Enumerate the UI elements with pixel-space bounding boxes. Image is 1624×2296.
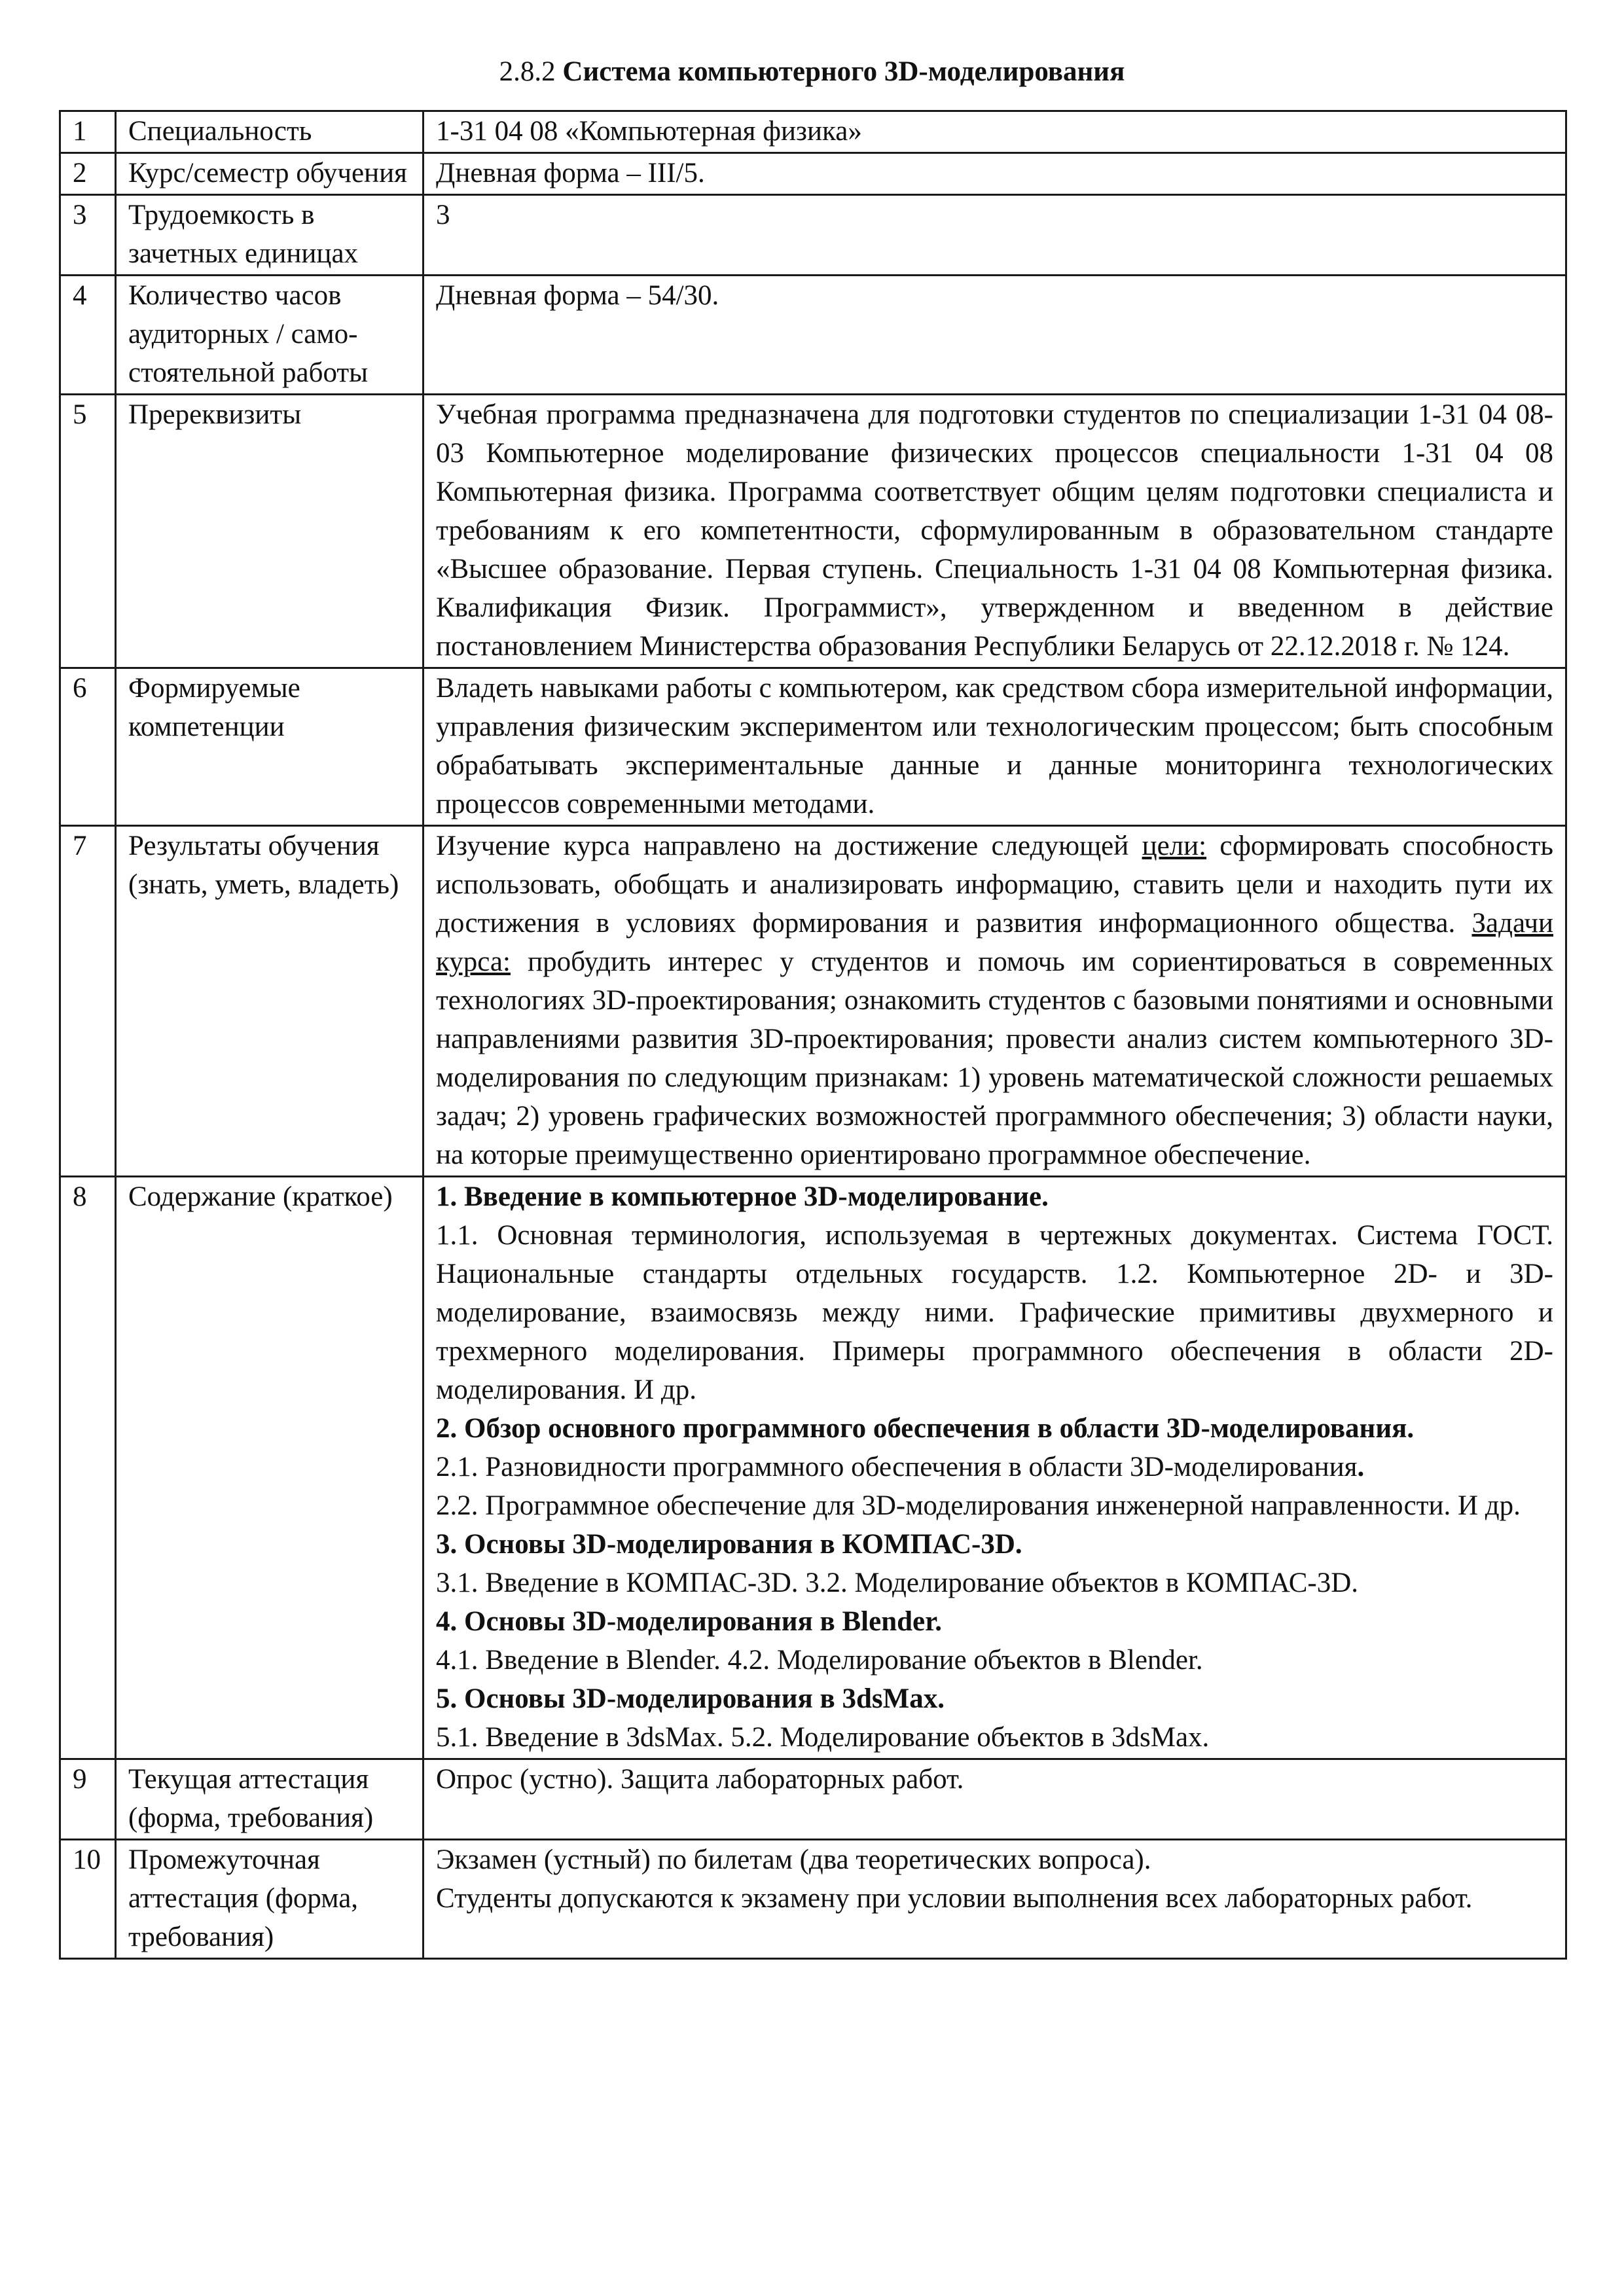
table-row <box>60 1177 1566 1759</box>
table-row <box>60 276 1566 395</box>
row-number: 6 <box>60 668 116 826</box>
row-number: 9 <box>60 1759 116 1840</box>
table-row <box>60 395 1566 668</box>
row-label: Промежуточная аттестация (форма, требования) <box>116 1840 424 1959</box>
row-label: Текущая аттестация (форма, требования) <box>116 1759 424 1840</box>
row-value: Опрос (устно). Защита лабораторных работ. <box>424 1759 1566 1840</box>
content-section-text-period: . <box>1357 1452 1365 1482</box>
row-value: 3 <box>424 195 1566 276</box>
content-section-heading: 4. Основы 3D-моделирования в Blender. <box>436 1606 942 1637</box>
goal-heading: цели: <box>1142 831 1207 861</box>
content-section-text: 3.1. Введение в КОМПАС-3D. 3.2. Моделирование объектов в КОМПАС-3D. <box>436 1568 1359 1598</box>
row-label: Формируемые компетенции <box>116 668 424 826</box>
row-label: Специальность <box>116 111 424 153</box>
content-section-heading: 3. Основы 3D-моделирования в КОМПАС-3D. <box>436 1529 1022 1560</box>
content-section-text: 4.1. Введение в Blender. 4.2. Моделирование объектов в Blender. <box>436 1645 1203 1676</box>
row-value <box>424 826 1566 1177</box>
row-value: Владеть навыками работы с компьютером, как средством сбора измерительной информации, управления физическим экспериментом или технологическим процессом; быть способным обрабатывать экспериментальные данные и данные мониторинга технологических процессов современными методами. <box>424 668 1566 826</box>
content-section-text: 1.1. Основная терминология, используемая в чертежных документах. Система ГОСТ. Национальные стандарты отдельных государств. 1.2. Компьютерное 2D- и 3D-моделирование, взаимосвязь между ними. Графические примитивы двухмерного и трехмерного моделирования. Примеры программного обеспечения в области 2D-моделирования. И др. <box>436 1220 1553 1405</box>
row-label: Трудоемкость в зачетных единицах <box>116 195 424 276</box>
table-row <box>60 195 1566 276</box>
row-number: 2 <box>60 153 116 195</box>
table-row <box>60 668 1566 826</box>
goal-text: сформировать способность использовать, обобщать и анализировать информацию, ставить цели и находить пути их достижения в условиях формирования и развития информационного общества. <box>436 831 1553 939</box>
goal-intro: Изучение курса направлено на достижение следующей <box>436 831 1142 861</box>
row-number: 5 <box>60 395 116 668</box>
table-row <box>60 1840 1566 1959</box>
content-section-text: 2.2. Программное обеспечение для 3D-моделирования инженерной направленности. И др. <box>436 1490 1521 1521</box>
row-number: 3 <box>60 195 116 276</box>
table-row <box>60 111 1566 153</box>
row-number: 1 <box>60 111 116 153</box>
page-title <box>0 52 1624 92</box>
table-row <box>60 826 1566 1177</box>
row-label: Количество часов аудиторных / само-стоятельной работы <box>116 276 424 395</box>
row-value: 1-31 04 08 «Компьютерная физика» <box>424 111 1566 153</box>
row-label: Пререквизиты <box>116 395 424 668</box>
section-title: Система компьютерного 3D-моделирования <box>562 56 1125 87</box>
table-row <box>60 153 1566 195</box>
row-label: Результаты обучения (знать, уметь, владеть) <box>116 826 424 1177</box>
exam-admission: Студенты допускаются к экзамену при условии выполнения всех лабораторных работ. <box>436 1883 1473 1914</box>
row-value: Учебная программа предназначена для подготовки студентов по специализации 1-31 04 08-03 Компьютерное моделирование физических процессов специальности 1-31 04 08 Компьютерная физика. Программа соответствует общим целям подготовки специалиста и требованиям к его компетентности, сформулированным в образовательном стандарте «Высшее образование. Первая ступень. Специальность 1-31 04 08 Компьютерная физика. Квалификация Физик. Программист», утвержденном и введенном в действие постановлением Министерства образования Республики Беларусь от 22.12.2018 г. № 124. <box>424 395 1566 668</box>
row-number: 4 <box>60 276 116 395</box>
content-section-text: 5.1. Введение в 3dsMax. 5.2. Моделирование объектов в 3dsMax. <box>436 1722 1210 1753</box>
tasks-text: пробудить интерес у студентов и помочь им сориентироваться в современных технологиях 3D-проектирования; ознакомить студентов с базовыми понятиями и основными направлениями развития 3D-проектирования; провести анализ систем компьютерного 3D-моделирования по следующим признакам: 1) уровень математической сложности решаемых задач; 2) уровень графических возможностей программного обеспечения; 3) области науки, на которые преимущественно ориентировано программное обеспечение. <box>436 946 1553 1170</box>
course-spec-table <box>59 110 1567 1960</box>
section-number: 2.8.2 <box>499 56 556 87</box>
content-section-heading: 5. Основы 3D-моделирования в 3dsMax. <box>436 1683 945 1714</box>
row-value <box>424 1177 1566 1759</box>
row-number: 10 <box>60 1840 116 1959</box>
row-value: Дневная форма – 54/30. <box>424 276 1566 395</box>
row-number: 7 <box>60 826 116 1177</box>
row-label: Содержание (краткое) <box>116 1177 424 1759</box>
row-label: Курс/семестр обучения <box>116 153 424 195</box>
tasks-heading: Задачи курса: <box>436 908 1553 977</box>
table-row <box>60 1759 1566 1840</box>
content-section-heading: 2. Обзор основного программного обеспечения в области 3D-моделирования. <box>436 1413 1415 1444</box>
content-section-text-part: 2.1. Разновидности программного обеспечения в области 3D-моделирования <box>436 1452 1358 1482</box>
row-number: 8 <box>60 1177 116 1759</box>
exam-format: Экзамен (устный) по билетам (два теоретических вопроса). <box>436 1844 1151 1875</box>
content-section-text <box>436 1448 1553 1486</box>
row-value: Дневная форма – III/5. <box>424 153 1566 195</box>
content-section-heading: 1. Введение в компьютерное 3D-моделирование. <box>436 1181 1049 1212</box>
row-value <box>424 1840 1566 1959</box>
